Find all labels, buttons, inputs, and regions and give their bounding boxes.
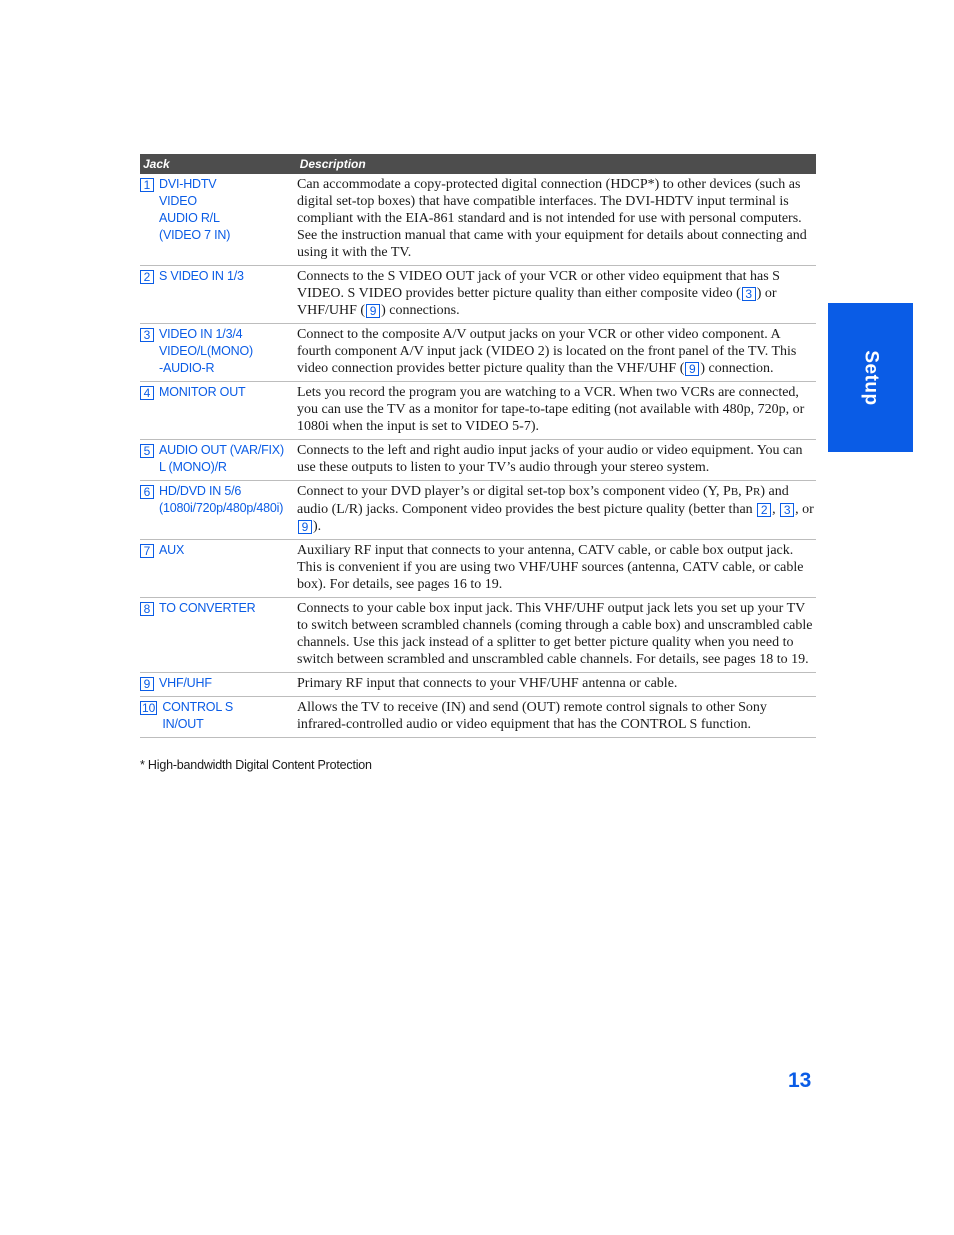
jack-table <box>140 154 816 738</box>
jack-name: AUDIO OUT (VAR/FIX) L (MONO)/R <box>159 443 284 474</box>
jack-description: Connect to your DVD player’s or digital set-top box’s component video (Y, PB, PR) and audio (L/R) jacks. Component video provides the best picture quality (better than 2 , 3 , or 9 ). <box>297 481 816 540</box>
jack-number: 5 <box>140 444 154 458</box>
jack-description: Connects to your cable box input jack. This VHF/UHF output jack lets you set up your TV to switch between scrambled channels (coming through a cable box) and unscrambled cable channels. Use this jack instead of a splitter to get better picture quality when you need to switch between scrambled and unscrambled cable channels. For details, see pages 18 to 19. <box>297 598 816 673</box>
header-description: Description <box>299 156 366 171</box>
header-jack: Jack <box>143 156 170 171</box>
jack-ref: 3 <box>780 503 794 517</box>
jack-description: Auxiliary RF input that connects to your antenna, CATV cable, or cable box output jack. This is convenient if you are using two VHF/UHF sources (antenna, CATV cable, or cable box). For details, see pages 16 to 19. <box>297 540 816 598</box>
jack-name: DVI-HDTV VIDEO AUDIO R/L (VIDEO 7 IN) <box>159 177 231 242</box>
jack-name: AUX <box>159 543 185 557</box>
jack-description: Can accommodate a copy-protected digital connection (HDCP*) to other devices (such as digital set-top boxes) that have compatible interfaces. The DVI-HDTV input terminal is compliant with the EIA-861 standard and is not intended for use with personal computers. See the instruction manual that came with your equipment for details about connecting and using it with the TV. <box>297 174 816 266</box>
jack-ref: 2 <box>757 503 771 517</box>
jack-description: Connects to the S VIDEO OUT jack of your VCR or other video equipment that has S VIDEO. S VIDEO provides better picture quality than either composite video ( 3 ) or VHF/UHF ( 9 ) connections. <box>297 266 816 324</box>
jack-number: 8 <box>140 602 154 616</box>
table-row <box>140 697 816 738</box>
page-number: 13 <box>788 1069 812 1092</box>
table-row <box>140 382 816 440</box>
jack-name: VIDEO IN 1/3/4 VIDEO/L(MONO) -AUDIO-R <box>159 327 253 375</box>
table-header-row <box>140 154 816 174</box>
jack-number: 9 <box>140 677 154 691</box>
jack-description: Primary RF input that connects to your VHF/UHF antenna or cable. <box>297 673 816 697</box>
jack-ref: 9 <box>298 520 312 534</box>
jack-ref: 3 <box>742 287 756 301</box>
section-tab-setup <box>828 303 913 452</box>
jack-description: Connects to the left and right audio input jacks of your audio or video equipment. You can use these outputs to listen to your TV’s audio through your stereo system. <box>297 440 816 481</box>
jack-number: 1 <box>140 178 154 192</box>
table-row <box>140 324 816 382</box>
jack-name: HD/DVD IN 5/6 (1080i/720p/480p/480i) <box>159 484 284 515</box>
table-row <box>140 174 816 266</box>
jack-description: Allows the TV to receive (IN) and send (OUT) remote control signals to other Sony infrared-controlled audio or video equipment that has the CONTROL S function. <box>297 697 816 738</box>
table-row <box>140 266 816 324</box>
jack-number: 3 <box>140 328 154 342</box>
jack-name: MONITOR OUT <box>159 385 246 399</box>
table-header <box>140 154 816 174</box>
jack-name: VHF/UHF <box>159 676 212 690</box>
section-tab-label: Setup <box>860 349 882 406</box>
jack-name: TO CONVERTER <box>159 601 256 615</box>
jack-number: 2 <box>140 270 154 284</box>
table-row <box>140 598 816 673</box>
jack-description: Connect to the composite A/V output jacks on your VCR or other video component. A fourth component A/V input jack (VIDEO 2) is located on the front panel of the TV. This video connection provides better picture quality than the VHF/UHF ( 9 ) connection. <box>297 324 816 382</box>
table-row <box>140 540 816 598</box>
jack-number: 10 <box>142 701 156 715</box>
footnote: * High-bandwidth Digital Content Protection <box>140 758 372 772</box>
table-row <box>140 481 816 540</box>
table-row <box>140 673 816 697</box>
jack-name: CONTROL S IN/OUT <box>162 700 234 731</box>
jack-number: 4 <box>140 386 154 400</box>
jack-description: Lets you record the program you are watching to a VCR. When two VCRs are connected, you can use the TV as a monitor for tape-to-tape editing (not available with 480p, 720p, or 1080i when the input is set to VIDEO 5-7). <box>297 382 816 440</box>
table-row <box>140 440 816 481</box>
jack-number: 7 <box>140 544 154 558</box>
jack-ref: 9 <box>685 362 699 376</box>
jack-number: 6 <box>140 485 154 499</box>
jack-name: S VIDEO IN 1/3 <box>159 269 244 283</box>
jack-ref: 9 <box>366 304 380 318</box>
